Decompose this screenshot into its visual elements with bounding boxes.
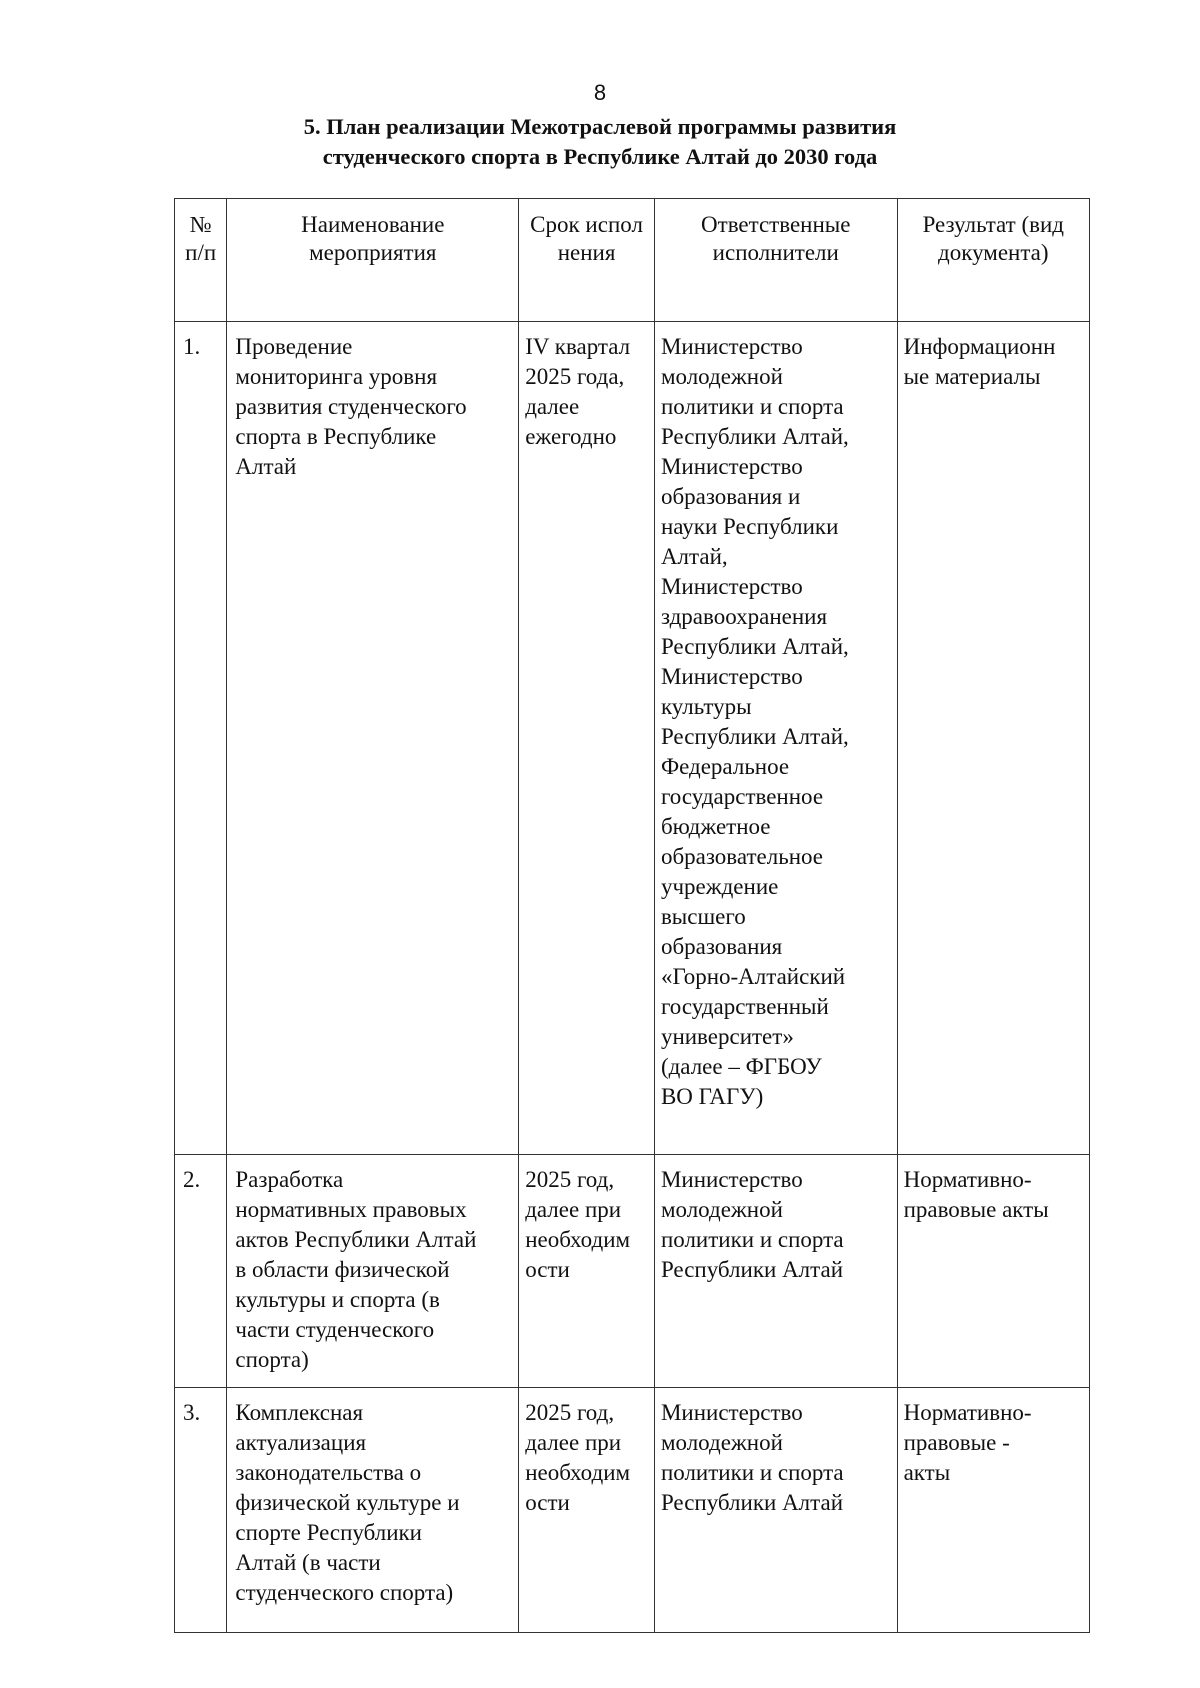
row-executors-cell: Министерство молодежной политики и спорта Республики Алтай: [654, 1155, 897, 1388]
table-row: [175, 1388, 1090, 1633]
title-line-1: 5. План реализации Межотраслевой программы развития: [303, 114, 897, 139]
row-term-cell: IV квартал 2025 года, далее ежегодно: [519, 322, 655, 1155]
table-header-row: [175, 199, 1090, 322]
page-number: 8: [593, 80, 607, 105]
header-executors: Ответственные исполнители: [654, 199, 897, 322]
row-num-cell: 2.: [175, 1155, 227, 1388]
table-row: [175, 322, 1090, 1155]
title-line-2: студенческого спорта в Республике Алтай до 2030 года: [322, 144, 878, 169]
row-name-cell: Проведение мониторинга уровня развития студенческого спорта в Республике Алтай: [227, 322, 519, 1155]
row-term-cell: 2025 год, далее при необходим ости: [519, 1155, 655, 1388]
header-name: Наименование мероприятия: [227, 199, 519, 322]
row-name-cell: Разработка нормативных правовых актов Республики Алтай в области физической культуры и спорта (в части студенческого спорта): [227, 1155, 519, 1388]
table-row: [175, 1155, 1090, 1388]
row-num-cell: 1.: [175, 322, 227, 1155]
page-title: [200, 112, 1000, 172]
row-term-cell: 2025 год, далее при необходим ости: [519, 1388, 655, 1633]
plan-table: [174, 198, 1090, 1633]
row-executors-cell: Министерство молодежной политики и спорта Республики Алтай, Министерство образования и науки Республики Алтай, Министерство здравоохранения Республики Алтай, Министерство культуры Республики Алтай, Федеральное государственное бюджетное образовательное учреждение высшего образования «Горно-Алтайский государственный университет» (далее – ФГБОУ ВО ГАГУ): [654, 322, 897, 1155]
row-result-cell: Нормативно- правовые - акты: [897, 1388, 1089, 1633]
row-num-cell: 3.: [175, 1388, 227, 1633]
header-result: Результат (вид документа): [897, 199, 1089, 322]
header-num: № п/п: [175, 199, 227, 322]
row-name-cell: Комплексная актуализация законодательства о физической культуре и спорте Республики Алтай (в части студенческого спорта): [227, 1388, 519, 1633]
row-executors-cell: Министерство молодежной политики и спорта Республики Алтай: [654, 1388, 897, 1633]
row-result-cell: Информационн ые материалы: [897, 322, 1089, 1155]
header-term: Срок исполнения: [519, 199, 655, 322]
row-result-cell: Нормативно- правовые акты: [897, 1155, 1089, 1388]
